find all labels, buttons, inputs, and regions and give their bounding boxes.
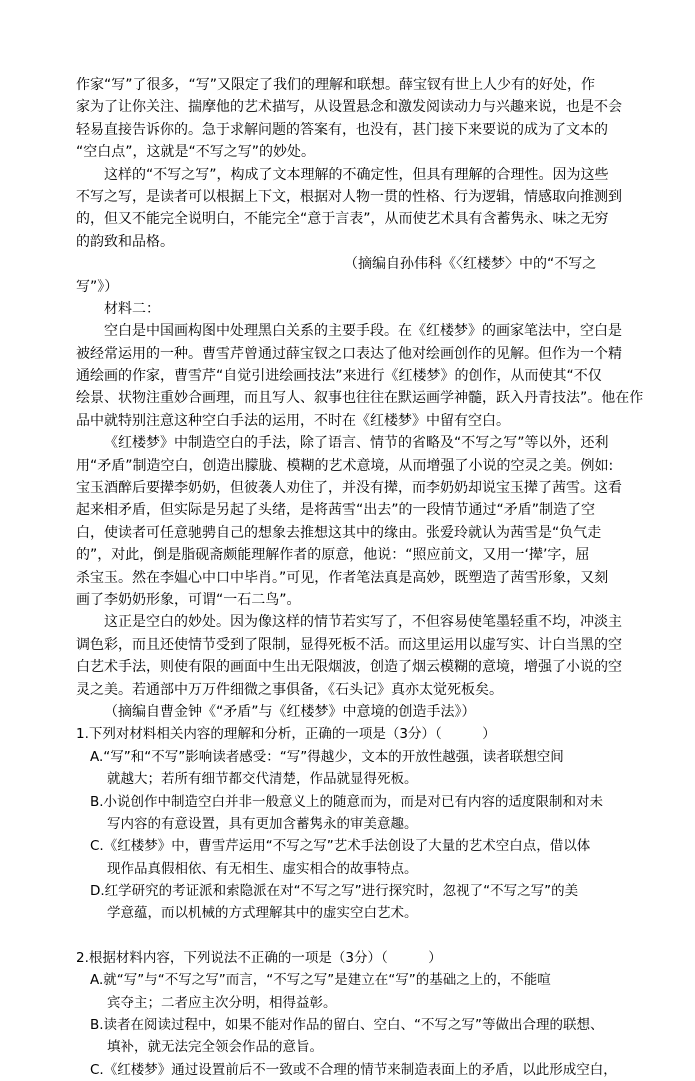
text-line: 这正是空白的妙处。因为像这样的情节若实写了，不但容易使笔墨轻重不均，冲淡主 — [104, 614, 622, 631]
question-1 — [76, 723, 624, 925]
text-line: 画了李奶奶形象，可谓“一石二鸟”。 — [76, 591, 301, 608]
option-b: B.小说创作中制造空白并非一般意义上的随意而为，而是对已有内容的适度限制和对未 — [90, 793, 604, 810]
text-line: “空白点”，这就是“不写之写”的妙处。 — [76, 144, 316, 161]
option-a-cont: 宾夺主；二者应主次分明，相得益彰。 — [107, 994, 337, 1011]
text-line: 《红楼梦》中制造空白的手法，除了语言、情节的省略及“不写之写”等以外，还利 — [104, 435, 609, 452]
option-a: A.就“写”与“不写之写”而言，“不写之写”是建立在“写”的基础之上的，不能喧 — [90, 972, 551, 989]
question-stem: 2.根据材料内容，下列说法不正确的一项是（3分）（ ） — [76, 949, 442, 966]
text-line: 用“矛盾”制造空白，创造出朦胧、模糊的艺术意境，从而增强了小说的空灵之美。例如: — [76, 457, 614, 474]
paragraph-5 — [76, 611, 624, 701]
text-line: 调色彩，而且还使情节受到了限制，显得死板不活。而这里运用以虚写实、计白当黑的空 — [76, 636, 622, 653]
option-d-cont: 学意蕴，而以机械的方式理解其中的虚实空白艺术。 — [107, 905, 418, 922]
question-2 — [76, 947, 624, 1081]
option-c: C.《红楼梦》中，曹雪芹运用“不写之写”艺术手法创设了大量的艺术空白点，借以体 — [90, 838, 591, 855]
citation-line: 写”》） — [76, 278, 119, 295]
text-line: 轻易直接告诉你的。急于求解问题的答案有，也没有，甚门接下来要说的成为了文本的 — [76, 121, 608, 138]
source-citation-2: （摘编自曹金钟《“矛盾”与《红楼梦》中意境的创造手法》） — [104, 703, 476, 720]
option-b: B.读者在阅读过程中，如果不能对作品的留白、空白、“不写之写”等做出合理的联想、 — [90, 1017, 604, 1034]
option-a: A.“写”和“不写”影响读者感受：“写”得越少，文本的开放性越强，读者联想空间 — [90, 748, 564, 765]
citation-line: （摘编自孙伟科《〈红楼梦〉中的“不写之 — [344, 256, 597, 273]
text-line: 的”，对此，倒是脂砚斋颇能理解作者的原意，他说：“照应前文，又用一‘撵’字，屈 — [76, 547, 590, 564]
text-line: 家为了让你关注、揣摩他的艺术描写，从设置悬念和激发阅读动力与兴趣来说，也是不会 — [76, 99, 622, 116]
paragraph-3 — [76, 320, 644, 432]
text-line: 被经常运用的一种。曹雪芹曾通过薛宝钗之口表达了他对绘画创作的见解。但作为一个精 — [76, 345, 622, 362]
option-c: C.《红楼梦》通过设置前后不一致或不合理的情节来制造表面上的矛盾，以此形成空白， — [90, 1061, 617, 1078]
text-line: 通绘画的作家，曹雪芹“自觉引进绘画技法”来进行《红楼梦》的创作，从而使其“不仅 — [76, 368, 602, 385]
document-body — [76, 74, 644, 1081]
text-line: 白，使读者可任意驰骋自己的想象去推想这其中的缘由。张爱玲就认为茜雪是“负气走 — [76, 524, 602, 541]
text-line: 绘景、状物注重妙合画理，而且写人、叙事也往往在默运画学神髓，跃入丹青技法”。他在作 — [76, 390, 644, 407]
text-line: 宝玉酒醉后要撵李奶奶，但彼袭人劝住了，并没有撵，而李奶奶却说宝玉撵了茜雪。这看 — [76, 480, 622, 497]
material-2-label: 材料二： — [104, 300, 160, 317]
text-line: 品中就特别注意这种空白手法的运用，不时在《红楼梦》中留有空白。 — [76, 412, 510, 429]
option-a-cont: 就越大；若所有细节都交代清楚，作品就显得死板。 — [107, 771, 418, 788]
option-d: D.红学研究的考证派和索隐派在对“不写之写”进行探究时，忽视了“不写之写”的美 — [90, 883, 579, 900]
question-gap — [76, 925, 624, 947]
text-line: 的韵致和品格。 — [76, 233, 174, 250]
text-line: 白艺术手法，则使有限的画面中生出无限烟波，创造了烟云模糊的意境，增强了小说的空 — [76, 659, 622, 676]
text-line: 不写之写，是读者可以根据上下文，根据对人物一贯的性格、行为逻辑，情感取向推测到 — [76, 188, 622, 205]
text-line: 空白是中国画构图中处理黑白关系的主要手段。在《红楼梦》的画家笔法中，空白是 — [104, 323, 622, 340]
option-b-cont: 填补，就无法完全领会作品的意旨。 — [107, 1039, 323, 1056]
text-line: 杀宝玉。然在李媪心中口中毕肖。”可见，作者笔法真是高妙，既塑造了茜雪形象，又刻 — [76, 569, 609, 586]
text-line: 灵之美。若通部中万万件细微之事俱备，《石头记》真亦太觉死板矣。 — [76, 681, 503, 698]
question-stem: 1.下列对材料相关内容的理解和分析，正确的一项是（3分）（ ） — [76, 726, 496, 743]
source-citation-1 — [76, 253, 624, 298]
option-b-cont: 写内容的有意设置，具有更加含蓄隽永的审美意趣。 — [107, 815, 418, 832]
text-line: 的，但又不能完全说明白，不能完全“意于言表”，从而使艺术具有含蓄隽永、味之无穷 — [76, 211, 609, 228]
text-line: 起来相矛盾，但实际是另起了头绪，是将茜雪“出去”的一段情节通过“矛盾”制造了空 — [76, 502, 596, 519]
paragraph-1 — [76, 74, 624, 164]
paragraph-4 — [76, 432, 624, 611]
paragraph-2 — [76, 164, 624, 254]
text-line: 这样的“不写之写”，构成了文本理解的不确定性，但具有理解的合理性。因为这些 — [104, 166, 609, 183]
text-line: 作家“写”了很多，“写”又限定了我们的理解和联想。薛宝钗有世上人少有的好处，作 — [76, 77, 596, 93]
option-c-cont: 现作品真假相依、有无相生、虚实相合的故事特点。 — [107, 860, 418, 877]
